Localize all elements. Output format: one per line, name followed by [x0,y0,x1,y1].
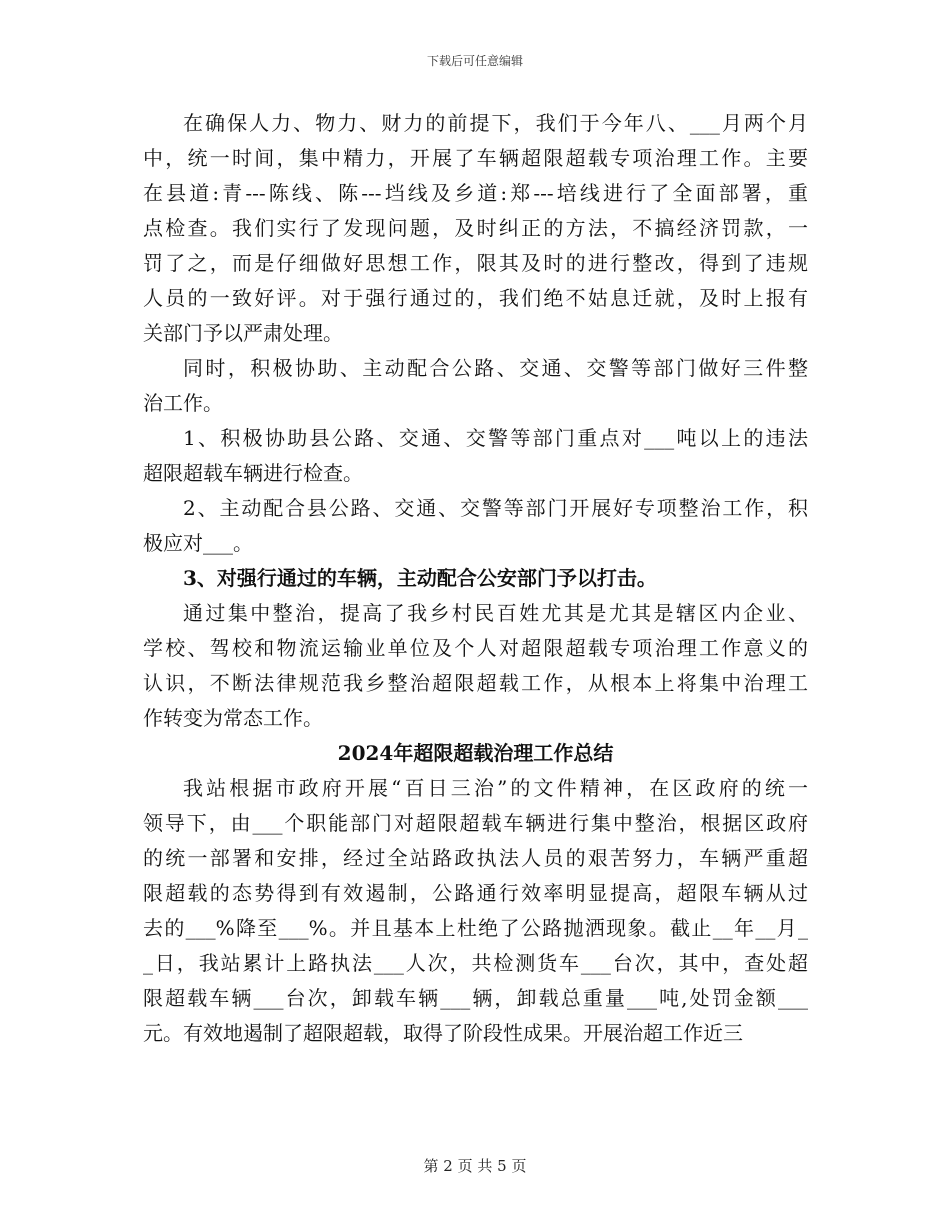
text-line: 去的___%降至___%。并且基本上杜绝了公路抛洒现象。截止__年__月_ [143,916,808,940]
paragraph [143,771,808,1051]
text-line: 学校、驾校和物流运输业单位及个人对超限超载专项治理工作意义的 [143,636,808,660]
text-line: 的统一部署和安排，经过全站路政执法人员的艰苦努力，车辆严重超 [143,846,808,870]
page-header-note: 下载后可任意编辑 [426,54,523,68]
text-line: 1、积极协助县公路、交通、交警等部门重点对___吨以上的违法 [183,426,808,450]
text-line: 限超载的态势得到有效遏制，公路通行效率明显提高，超限车辆从过 [143,881,808,905]
text-line: 治工作。 [143,391,223,415]
text-line: 通过集中整治，提高了我乡村民百姓尤其是尤其是辖区内企业、 [183,601,808,625]
text-line: 在确保人力、物力、财力的前提下，我们于今年八、___月两个月 [183,111,808,135]
text-line: 点检查。我们实行了发现问题，及时纠正的方法，不搞经济罚款，一 [143,216,808,240]
text-line: _日，我站累计上路执法___人次，共检测货车___台次，其中，查处超 [143,951,808,975]
text-line: 在县道:青---陈线、陈---垱线及乡道:郑---培线进行了全面部署，重 [143,181,808,205]
section-a [143,106,808,736]
text-line: 极应对___。 [143,531,253,555]
paragraph [143,596,808,736]
text-line: 关部门予以严肃处理。 [143,321,343,345]
text-line: 作转变为常态工作。 [143,706,323,730]
page-number: 第 2 页 共 5 页 [423,1157,527,1175]
text-line: 中，统一时间，集中精力，开展了车辆超限超载专项治理工作。主要 [143,146,808,170]
paragraph [143,351,808,421]
paragraph [143,491,808,561]
text-line: 2、主动配合县公路、交通、交警等部门开展好专项整治工作，积 [183,496,808,520]
text-line: 认识，不断法律规范我乡整治超限超载工作，从根本上将集中治理工 [143,671,808,695]
text-line: 3、对强行通过的车辆，主动配合公安部门予以打击。 [183,566,657,590]
text-line: 人员的一致好评。对于强行通过的，我们绝不姑息迁就，及时上报有 [143,286,808,310]
document-body [143,106,808,1051]
text-line: 我站根据市政府开展“百日三治”的文件精神，在区政府的统一 [183,776,808,800]
text-line: 领导下，由___个职能部门对超限超载车辆进行集中整治，根据区政府 [143,811,808,835]
text-line: 限超载车辆___台次，卸载车辆___辆，卸载总重量___吨,处罚金额___ [143,986,808,1010]
paragraph [143,106,808,351]
text-line: 元。有效地遏制了超限超载，取得了阶段性成果。开展治超工作近三 [143,1021,743,1045]
text-line: 超限超载车辆进行检查。 [143,461,363,485]
section-b [143,771,808,1051]
text-line: 罚了之，而是仔细做好思想工作，限其及时的进行整改，得到了违规 [143,251,808,275]
paragraph [143,421,808,491]
text-line: 同时，积极协助、主动配合公路、交通、交警等部门做好三件整 [183,356,808,380]
paragraph [143,561,808,596]
section-title: 2024年超限超载治理工作总结 [337,741,614,765]
